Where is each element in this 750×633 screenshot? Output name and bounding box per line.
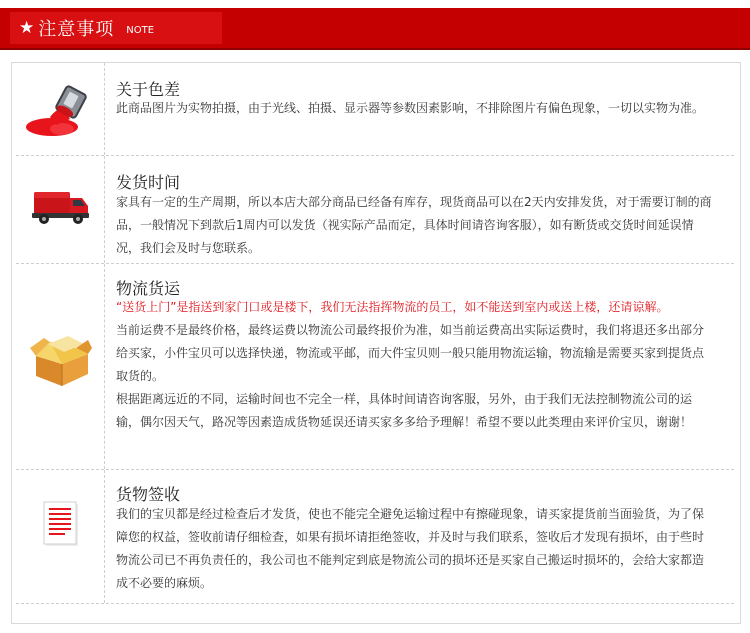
- section-receipt: [12, 470, 740, 603]
- open-box-icon: [30, 334, 92, 388]
- notice-panel: [11, 62, 741, 624]
- section-body: [116, 191, 714, 260]
- section-delivery-time: [12, 156, 740, 263]
- section-color-difference: [12, 63, 740, 155]
- document-icon: [42, 500, 82, 548]
- notice-header-bar: [0, 8, 750, 50]
- section-title: 关于色差: [116, 80, 181, 99]
- section-paragraph: 当前运费不是最终价格，最终运费以物流公司最终报价为准，如当前运费高出实际运费时，我们将退还多出部分给买家，小件宝贝可以选择快递，物流或平邮，而大件宝贝则一般只能用物流运输，物流输是需要买家到提货点取货的。: [116, 323, 705, 383]
- section-paragraph: 家具有一定的生产周期，所以本店大部分商品已经备有库存，现货商品可以在2天内安排发货，对于需要订制的商品，一般情况下到款后1周内可以发货（视实际产品而定，具体时间请咨询客服），如有断货或交货时间延误情况，我们会及时与您联系。: [116, 195, 712, 255]
- section-logistics: [12, 264, 740, 469]
- icon-column: [16, 470, 105, 603]
- icon-column: [16, 156, 105, 263]
- delivery-truck-icon: [32, 188, 90, 226]
- section-title: 发货时间: [116, 173, 181, 192]
- section-paragraph: 根据距离远近的不同，运输时间也不完全一样，具体时间请咨询客服，另外，由于我们无法控制物流公司的运输，偶尔因天气，路况等因素造成货物延误还请买家多多给予理解！希望不要以此类理由来评价宝贝，谢谢！: [116, 392, 693, 429]
- section-body: [116, 296, 714, 434]
- icon-column: [16, 264, 105, 469]
- section-title: 货物签收: [116, 485, 181, 504]
- section-divider: [16, 603, 734, 604]
- header-title: 注意事项: [38, 19, 115, 40]
- notice-header-tab: [10, 12, 222, 44]
- header-subtitle: NOTE: [126, 24, 155, 36]
- section-title: 物流货运: [116, 279, 181, 298]
- section-paragraph: 我们的宝贝都是经过检查后才发货，使也不能完全避免运输过程中有擦碰现象，请买家提货前当面验货，为了保障您的权益，签收前请仔细检查，如果有损坏请拒绝签收，并及时与我们联系，签收后才发现有损坏，由于些时物流公司已不再负责任的，我公司也不能判定到底是物流公司的损坏还是买家自己搬运时损坏的，会给大家都造成不必要的麻烦。: [116, 507, 705, 590]
- paint-bucket-spill-icon: [22, 85, 90, 137]
- section-highlight: “送货上门”是指送到家门口或是楼下，我们无法指挥物流的员工，如不能送到室内或送上楼，还请谅解。: [116, 300, 669, 314]
- section-body: [116, 97, 714, 120]
- section-paragraph: 此商品图片为实物拍摄，由于光线、拍摄、显示器等参数因素影响，不排除图片有偏色现象，一切以实物为准。: [116, 101, 705, 115]
- star-icon: ★: [19, 18, 35, 38]
- icon-column: [16, 63, 105, 155]
- section-body: [116, 503, 714, 595]
